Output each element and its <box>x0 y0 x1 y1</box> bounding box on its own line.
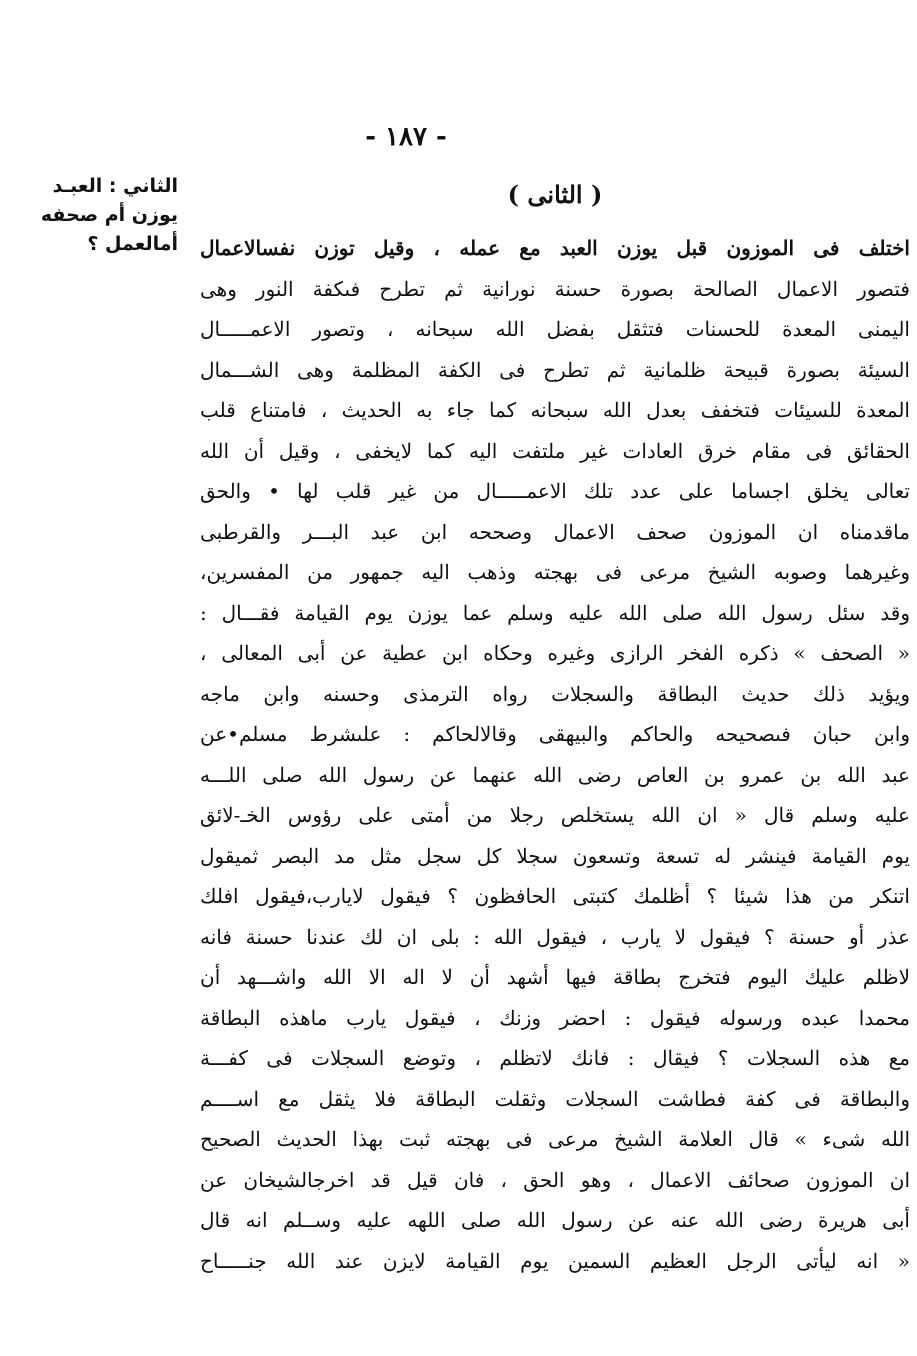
body-line: لاظلم عليك اليوم فتخرج بطاقة فيها أشهد أن لا اله الا الله واشـــهد أن <box>200 965 910 989</box>
body-line: وابن حبان فىصحيحه والحاكم والبيهقى وقالالحاكم : علىشرط مسلم•عن <box>200 722 910 746</box>
body-line: الله شىء » قال العلامة الشيخ مرعى فى بهجته ثبت بهذا الحديث الصحيح <box>200 1127 910 1151</box>
body-line: أبى هريرة رضى الله عنه عن رسول الله صلى اللهه عليه وســلم انه قال <box>200 1208 910 1232</box>
body-line: « انه ليأتى الرجل العظيم السمين يوم القيامة لايزن عند الله جنـــــاح <box>200 1248 910 1273</box>
body-line: مع هذه السجلات ؟ فيقال : فانك لاتظلم ، وتوضع السجلات فى كفـــة <box>200 1046 910 1070</box>
body-line: وغيرهما وصوبه الشيخ مرعى فى بهجته وذهب اليه جمهور من المفسرين، <box>200 560 910 584</box>
body-line: اليمنى المعدة للحسنات فتثقل بفضل الله سبحانه ، وتصور الاعمـــــال <box>200 317 910 341</box>
body-line: ان الموزون صحائف الاعمال ، وهو الحق ، فان قيل قد اخرجالشيخان عن <box>200 1167 910 1192</box>
body-line: والبطاقة فى كفة فطاشت السجلات وثقلت البطاقة فلا يثقل مع اســــم <box>200 1086 910 1111</box>
body-line: يوم القيامة فينشر له تسعة وتسعون سجلا كل سجل مثل مد البصر ثميقول <box>200 843 910 868</box>
body-line: اتنكر من هذا شيئا ؟ أظلمك كتبتى الحافظون ؟ فيقول لايارب،فيقول افلك <box>200 884 910 908</box>
body-line: محمدا عبده ورسوله فيقول : احضر وزنك ، فيقول يارب ماهذه البطاقة <box>200 1005 910 1030</box>
margin-note-line: الثاني : العبـد <box>52 175 178 197</box>
body-line: ويؤيد ذلك حديث البطاقة والسجلات رواه الترمذى وحسنه وابن ماجه <box>200 681 910 706</box>
margin-note <box>18 172 178 259</box>
body-line: عذر أو حسنة ؟ فيقول لا يارب ، فيقول الله : بلى ان لك عندنا حسنة فانه <box>200 924 910 949</box>
body-line: المعدة للسيئات فتخفف بعدل الله سبحانه كما جاء به الحديث ، فامتناع قلب <box>200 398 910 422</box>
body-line: فتصور الاعمال الصالحة بصورة حسنة نورانية ثم تطرح فىكفة النور وهى <box>200 276 910 301</box>
margin-note-line: يوزن أم صحفه <box>40 204 178 226</box>
body-line: اختلف فى الموزون قبل يوزن العبد مع عمله ، وقيل توزن نفسالاعمال <box>200 236 910 260</box>
body-line: ماقدمناه ان الموزون صحف الاعمال وصححه ابن عبد البـــر والقرطبى <box>200 519 910 544</box>
page-number: - ١٨٧ - <box>365 122 447 152</box>
body-text <box>200 228 910 1281</box>
body-line: تعالى يخلق اجساما على عدد تلك الاعمـــــال من غير قلب لها • والحق <box>200 479 910 503</box>
body-line: عليه وسلم قال « ان الله يستخلص رجلا من أمتى على رؤوس الخـ-لائق <box>200 803 910 827</box>
body-line: وقد سئل رسول الله صلى الله عليه وسلم عما يوزن يوم القيامة فقـــال : <box>200 600 910 625</box>
body-line: الحقائق فى مقام خرق العادات غير ملتفت اليه كما لايخفى ، وقيل أن الله <box>200 438 910 463</box>
body-line: عبد الله بن عمرو بن العاص رضى الله عنهما عن رسول الله صلى اللـــه <box>200 762 910 787</box>
section-heading: ( الثانى ) <box>507 180 603 209</box>
body-line: السيئة بصورة قبيحة ظلمانية ثم تطرح فى الكفة المظلمة وهى الشـــمال <box>200 357 910 382</box>
margin-note-line: أمالعمل ؟ <box>87 233 178 255</box>
body-line: « الصحف » ذكره الفخر الرازى وغيره وحكاه ابن عطية عن أبى المعالى ، <box>200 641 910 665</box>
